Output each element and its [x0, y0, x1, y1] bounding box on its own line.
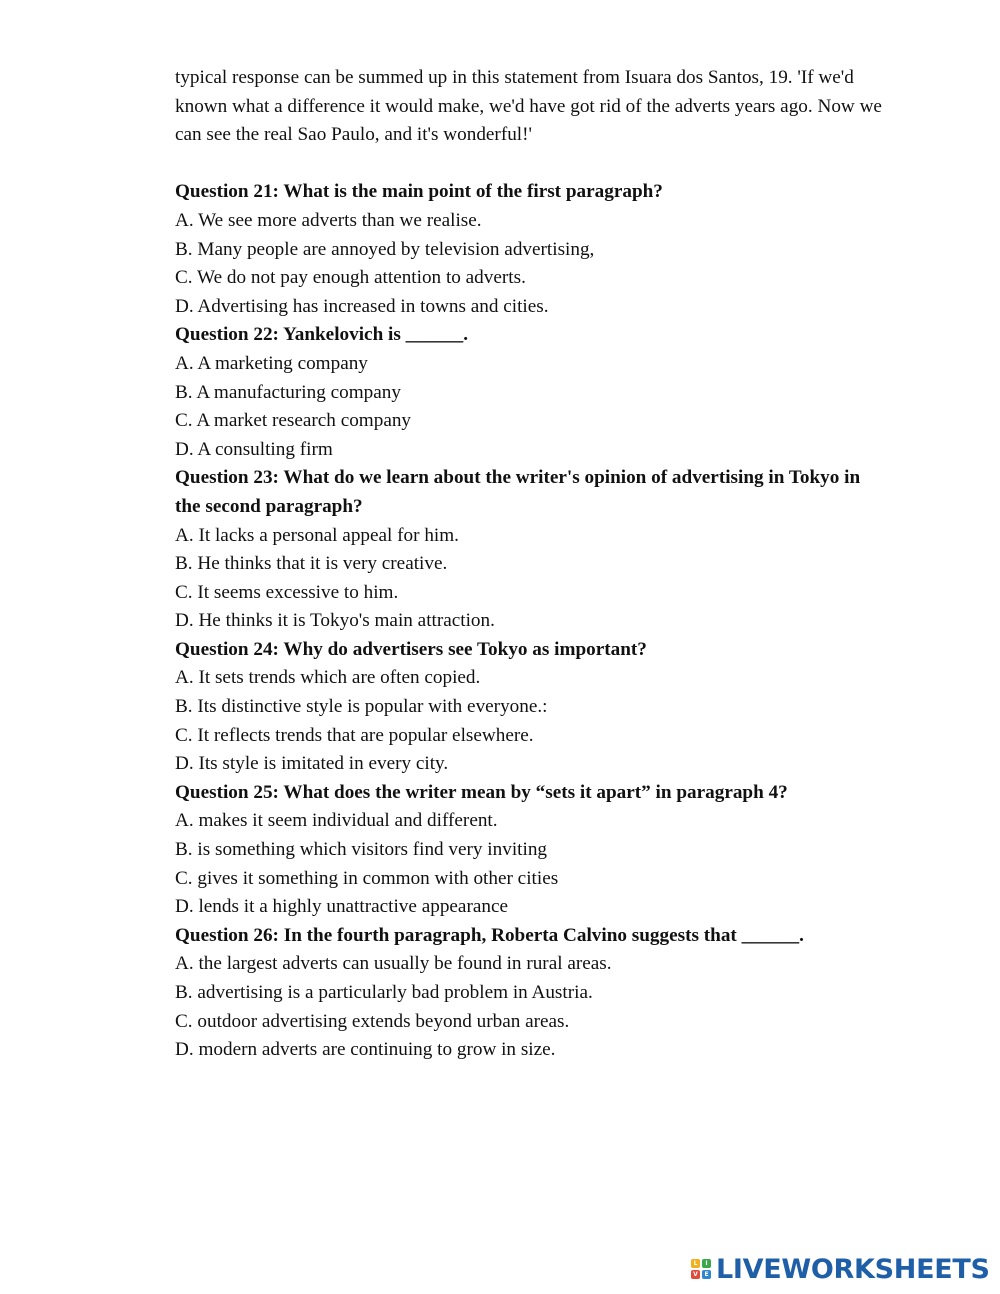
question-text: Question 24: Why do advertisers see Tokyo as important? — [175, 638, 647, 660]
option-c: C. A market research company — [175, 410, 412, 432]
logo-text: LIVEWORKSHEETS — [716, 1253, 990, 1285]
option-a: A. It sets trends which are often copied. — [175, 667, 481, 689]
option-a: A. We see more adverts than we realise. — [175, 209, 482, 231]
question-26 — [175, 922, 885, 1065]
option-d: D. He thinks it is Tokyo's main attraction. — [175, 610, 495, 632]
option-d: D. Advertising has increased in towns and cities. — [175, 295, 549, 317]
option-a: A. the largest adverts can usually be found in rural areas. — [175, 953, 612, 975]
option-b: B. A manufacturing company — [175, 381, 401, 403]
option-d: D. modern adverts are continuing to grow in size. — [175, 1039, 556, 1061]
question-text: Question 22: Yankelovich is ______. — [175, 324, 468, 346]
option-c: C. outdoor advertising extends beyond urban areas. — [175, 1010, 570, 1032]
logo-tile-icon: L — [691, 1259, 700, 1268]
question-text: Question 26: In the fourth paragraph, Roberta Calvino suggests that ______. — [175, 924, 804, 946]
option-c: C. We do not pay enough attention to adverts. — [175, 267, 526, 289]
option-c: C. It seems excessive to him. — [175, 581, 399, 603]
option-d: D. lends it a highly unattractive appearance — [175, 896, 508, 918]
liveworksheets-logo — [691, 1253, 990, 1285]
option-b: B. Many people are annoyed by television advertising, — [175, 238, 595, 260]
intro-paragraph: typical response can be summed up in this statement from Isuara dos Santos, 19. 'If we'd known what a difference it would make, we'd have got rid of the adverts years ago. Now we can see the real Sao Paulo, and it's wonderful!' — [175, 67, 882, 146]
question-25 — [175, 779, 885, 922]
question-text: Question 23: What do we learn about the writer's opinion of advertising in Tokyo in the second paragraph? — [175, 467, 861, 517]
option-a: A. It lacks a personal appeal for him. — [175, 524, 459, 546]
question-24 — [175, 636, 885, 779]
option-c: C. gives it something in common with other cities — [175, 867, 559, 889]
option-d: D. A consulting firm — [175, 438, 333, 460]
question-22 — [175, 321, 885, 464]
option-c: C. It reflects trends that are popular elsewhere. — [175, 724, 534, 746]
option-b: B. Its distinctive style is popular with everyone.: — [175, 696, 548, 718]
question-text: Question 25: What does the writer mean by “sets it apart” in paragraph 4? — [175, 781, 788, 803]
logo-tile-icon: E — [702, 1270, 711, 1279]
question-text: Question 21: What is the main point of the first paragraph? — [175, 181, 663, 203]
question-23 — [175, 464, 885, 636]
option-b: B. is something which visitors find very inviting — [175, 839, 548, 861]
option-b: B. He thinks that it is very creative. — [175, 553, 448, 575]
option-a: A. makes it seem individual and different. — [175, 810, 498, 832]
worksheet-page — [175, 64, 885, 1065]
logo-grid-icon — [691, 1259, 711, 1279]
question-21 — [175, 178, 885, 321]
logo-tile-icon: I — [702, 1259, 711, 1268]
option-b: B. advertising is a particularly bad problem in Austria. — [175, 982, 593, 1003]
option-d: D. Its style is imitated in every city. — [175, 753, 449, 775]
logo-tile-icon: V — [691, 1270, 700, 1279]
option-a: A. A marketing company — [175, 352, 368, 374]
